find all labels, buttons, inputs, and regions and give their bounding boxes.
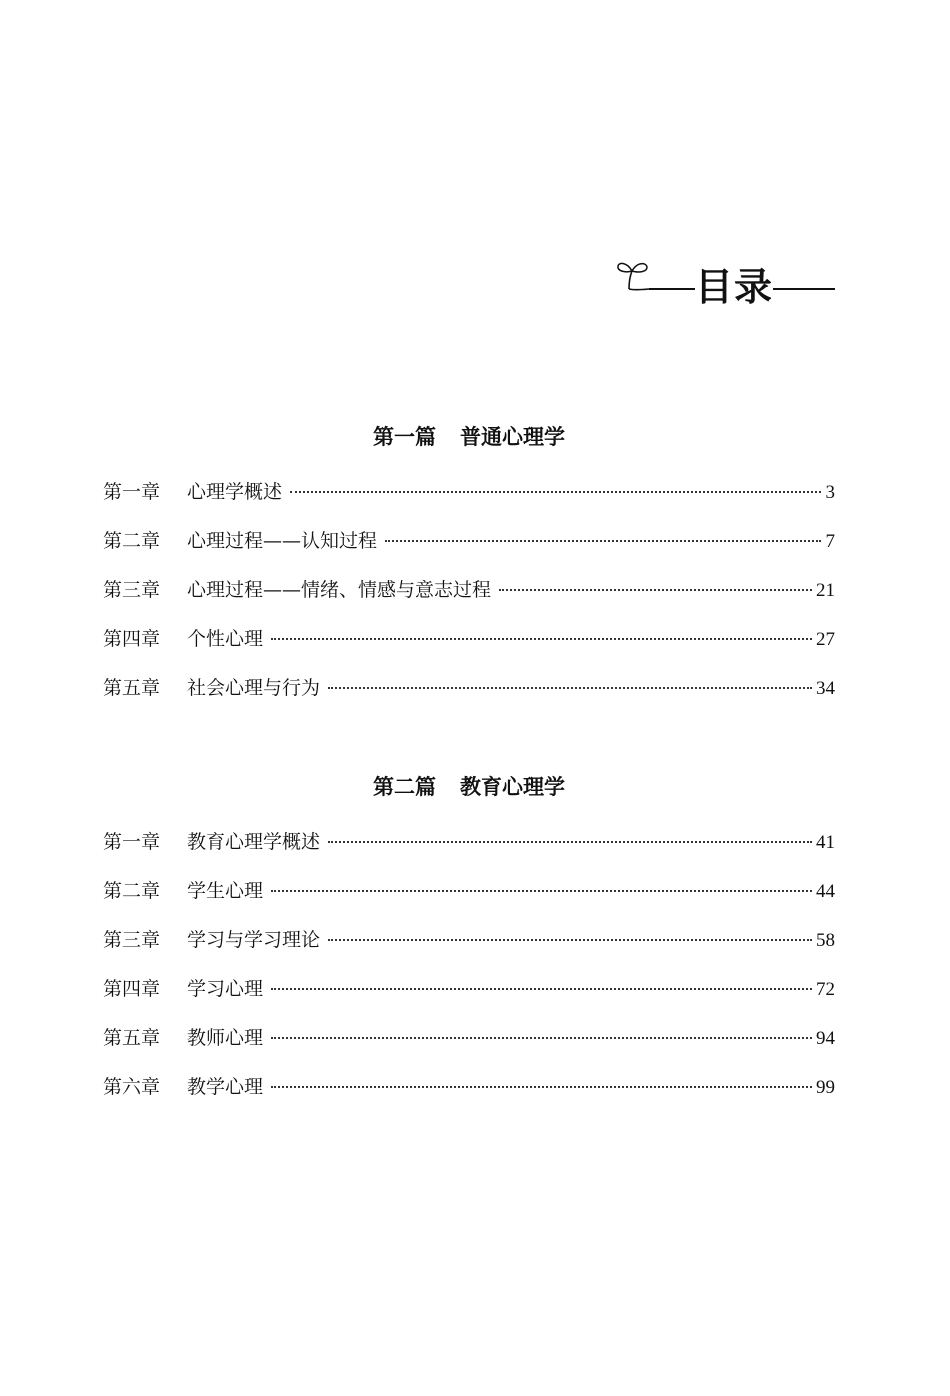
toc-entry[interactable] [103, 1072, 835, 1121]
toc-part-2 [103, 770, 835, 1121]
part-number: 第一篇 [373, 425, 436, 449]
chapter-title: 心理过程——认知过程 [187, 530, 378, 552]
toc-entry[interactable] [103, 1023, 835, 1072]
chapter-number: 第五章 [103, 1027, 161, 1049]
dot-leader [271, 1037, 812, 1039]
chapter-number: 第五章 [103, 677, 161, 699]
page-number: 7 [825, 531, 835, 552]
toc-entry[interactable] [103, 575, 835, 624]
toc-entry[interactable] [103, 876, 835, 925]
chapter-number: 第三章 [103, 929, 161, 951]
chapter-number: 第二章 [103, 880, 161, 902]
toc-entry[interactable] [103, 974, 835, 1023]
chapter-number: 第四章 [103, 628, 161, 650]
chapter-number: 第一章 [103, 831, 161, 853]
title-rule-left [649, 288, 695, 290]
page-number: 3 [825, 482, 835, 503]
chapter-title: 学习与学习理论 [187, 929, 321, 951]
part-heading [103, 770, 835, 804]
dot-leader [271, 988, 812, 990]
chapter-title: 教育心理学概述 [187, 831, 321, 853]
dot-leader [271, 1086, 812, 1088]
page-number: 21 [816, 580, 835, 601]
part-name: 教育心理学 [460, 775, 565, 799]
chapter-title: 心理学概述 [187, 481, 283, 503]
part-name: 普通心理学 [460, 425, 565, 449]
dot-leader [328, 687, 812, 689]
page-number: 27 [816, 629, 835, 650]
chapter-title: 心理过程——情绪、情感与意志过程 [187, 579, 492, 601]
chapter-number: 第四章 [103, 978, 161, 1000]
part-heading [103, 420, 835, 454]
chapter-number: 第一章 [103, 481, 161, 503]
dot-leader [271, 638, 812, 640]
toc-entry[interactable] [103, 477, 835, 526]
toc-entry[interactable] [103, 827, 835, 876]
page-number: 94 [816, 1028, 835, 1049]
dot-leader [290, 491, 821, 493]
toc-entry[interactable] [103, 925, 835, 974]
sprout-icon [615, 258, 651, 292]
dot-leader [271, 890, 812, 892]
page-number: 58 [816, 930, 835, 951]
part-number: 第二篇 [373, 775, 436, 799]
page-number: 99 [816, 1077, 835, 1098]
title-rule-right [773, 288, 835, 290]
toc-entry[interactable] [103, 526, 835, 575]
dot-leader [499, 589, 812, 591]
page-number: 34 [816, 678, 835, 699]
dot-leader [328, 841, 812, 843]
page-title: 目录 [695, 265, 774, 309]
chapter-title: 学习心理 [187, 978, 264, 1000]
page-number: 72 [816, 979, 835, 1000]
page-number: 41 [816, 832, 835, 853]
chapter-title: 教师心理 [187, 1027, 264, 1049]
toc-entry[interactable] [103, 673, 835, 722]
chapter-number: 第六章 [103, 1076, 161, 1098]
chapter-number: 第二章 [103, 530, 161, 552]
toc-header [615, 258, 840, 314]
page-number: 44 [816, 881, 835, 902]
chapter-title: 教学心理 [187, 1076, 264, 1098]
toc-entry[interactable] [103, 624, 835, 673]
toc-part-1 [103, 420, 835, 722]
dot-leader [328, 939, 812, 941]
chapter-title: 学生心理 [187, 880, 264, 902]
chapter-number: 第三章 [103, 579, 161, 601]
dot-leader [385, 540, 821, 542]
chapter-title: 个性心理 [187, 628, 264, 650]
chapter-title: 社会心理与行为 [187, 677, 321, 699]
